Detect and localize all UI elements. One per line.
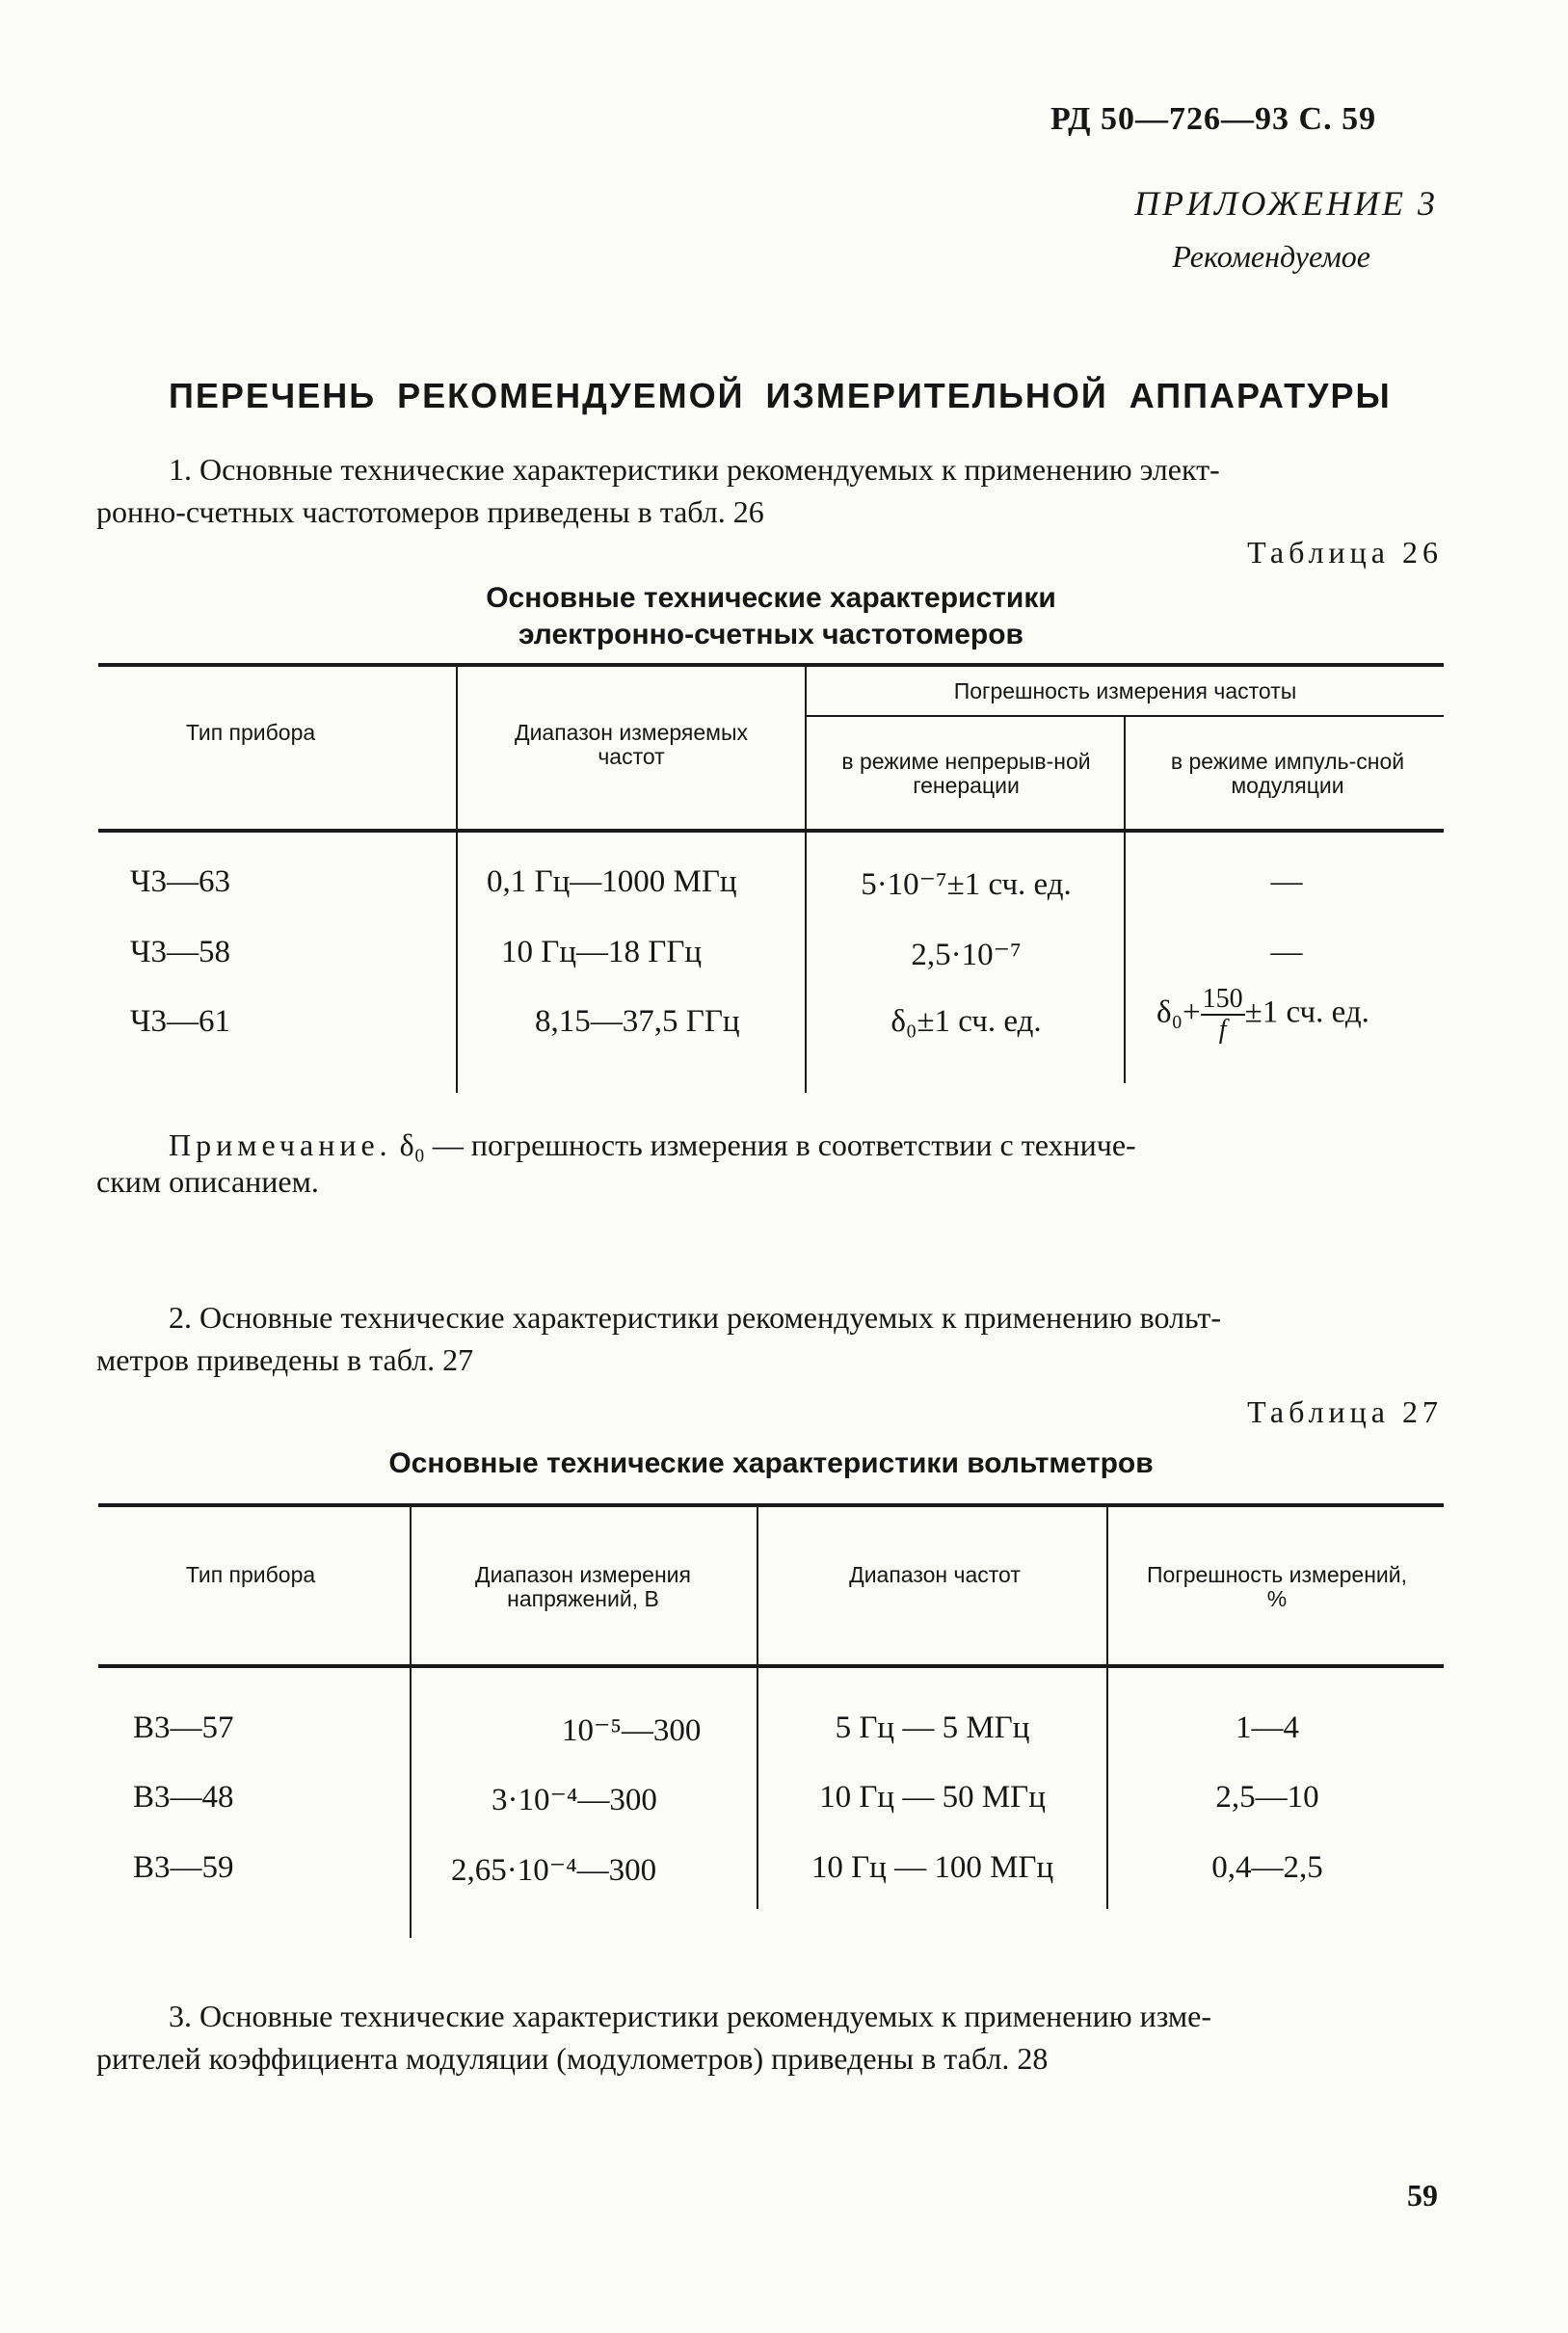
table-27-cell-type: В3—48	[133, 1780, 234, 1815]
table-26-caption-line-1: Основные технические характеристики	[486, 582, 1056, 614]
table-27-number: Таблица 27	[1247, 1394, 1443, 1429]
paragraph-1-line-2: ронно-счетных частотомеров приведены в табл. 26	[96, 494, 764, 529]
formula-denominator: f	[1218, 1015, 1227, 1045]
table-27-divider	[757, 1668, 758, 1909]
paragraph-2-line-2: метров приведены в табл. 27	[96, 1342, 474, 1377]
table-27-cell-voltage: 10⁻⁵—300	[562, 1713, 702, 1748]
table-26-cell-pulse: —	[1270, 864, 1303, 899]
formula-prefix: δ₀+	[1156, 994, 1201, 1030]
paragraph-3-line-2: рителей коэффициента модуляции (модулометров) приведены в табл. 28	[96, 2041, 1049, 2076]
table-26-number: Таблица 26	[1247, 535, 1443, 570]
table-27-divider	[410, 1507, 412, 1664]
table-26-cell-type: Ч3—58	[130, 935, 230, 969]
table-27-cell-error: 1—4	[1236, 1710, 1299, 1745]
appendix-label: ПРИЛОЖЕНИЕ 3	[1134, 184, 1438, 223]
page-title: ПЕРЕЧЕНЬ РЕКОМЕНДУЕМОЙ ИЗМЕРИТЕЛЬНОЙ АППАРАТУРЫ	[169, 376, 1392, 415]
note-text: δ₀ — погрешность измерения в соответствии с техниче-	[399, 1127, 1136, 1162]
table-26-header-type: Тип прибора	[185, 720, 316, 745]
table-27-divider	[1106, 1507, 1108, 1664]
paragraph-1-line-1: 1. Основные технические характеристики рекомендуемых к применению элект-	[169, 452, 1220, 487]
formula-suffix: ±1 сч. ед.	[1244, 994, 1369, 1030]
table-27-cell-freq: 10 Гц — 100 МГц	[811, 1850, 1054, 1885]
table-26-cell-continuous: 2,5·10⁻⁷	[911, 938, 1022, 972]
table-27-cell-voltage: 3·10⁻⁴—300	[492, 1783, 657, 1817]
table-27-divider	[757, 1507, 758, 1664]
table-26-cell-pulse: —	[1270, 935, 1303, 969]
table-27-header-error: Погрешность измерений, %	[1146, 1562, 1407, 1611]
page-number: 59	[1407, 2178, 1438, 2213]
table-26-header-pulse: в режиме импуль-сной модуляции	[1170, 749, 1405, 798]
table-27-caption: Основные технические характеристики вольтметров	[388, 1447, 1154, 1479]
table-26-cell-range: 10 Гц—18 ГГц	[501, 935, 703, 969]
table-26-header-continuous: в режиме непрерыв-ной генерации	[841, 749, 1091, 798]
table-26-header-error: Погрешность измерения частоты	[953, 678, 1297, 703]
document-code: РД 50—726—93 С. 59	[1050, 101, 1377, 137]
table-27-header-freq: Диапазон частот	[849, 1562, 1021, 1587]
table-27-cell-error: 2,5—10	[1215, 1780, 1319, 1815]
table-27-cell-type: В3—59	[133, 1850, 234, 1885]
table-26-cell-range: 0,1 Гц—1000 МГц	[487, 864, 737, 899]
table-27-cell-error: 0,4—2,5	[1211, 1850, 1323, 1885]
table-27-header-type: Тип прибора	[185, 1562, 316, 1587]
paragraph-2-line-1: 2. Основные технические характеристики рекомендуемых к применению вольт-	[169, 1300, 1222, 1335]
table-27-cell-voltage: 2,65·10⁻⁴—300	[451, 1853, 657, 1888]
paragraph-3	[96, 1995, 1446, 2080]
table-27-cell-freq: 10 Гц — 50 МГц	[819, 1780, 1046, 1815]
formula-numerator: 150	[1202, 984, 1243, 1014]
recommended-label: Рекомендуемое	[1172, 239, 1370, 274]
table-27-header-voltage: Диапазон измерения напряжений, В	[475, 1562, 691, 1611]
table-27-cell-freq: 5 Гц — 5 МГц	[835, 1710, 1030, 1745]
table-26-cell-range: 8,15—37,5 ГГц	[535, 1004, 740, 1039]
table-27-header-rule	[98, 1664, 1444, 1668]
note-label: Примечание.	[169, 1127, 392, 1162]
table-26-header-range: Диапазон измеряемых частот	[515, 720, 748, 769]
table-26-cell-type: Ч3—61	[130, 1004, 230, 1039]
table-26-cell-continuous: 5·10⁻⁷±1 сч. ед.	[861, 867, 1072, 902]
table-26-caption-line-2: электронно-счетных частотомеров	[518, 619, 1023, 650]
table-26-note-line-2: ским описанием.	[96, 1164, 319, 1199]
table-27-top-rule	[98, 1503, 1444, 1507]
table-27-divider	[410, 1668, 412, 1938]
table-26-cell-continuous: δ₀±1 сч. ед.	[890, 1004, 1042, 1039]
table-26-cell-type: Ч3—63	[130, 864, 230, 899]
table-27-cell-type: В3—57	[133, 1710, 234, 1745]
paragraph-3-line-1: 3. Основные технические характеристики рекомендуемых к применению изме-	[169, 1999, 1212, 2033]
